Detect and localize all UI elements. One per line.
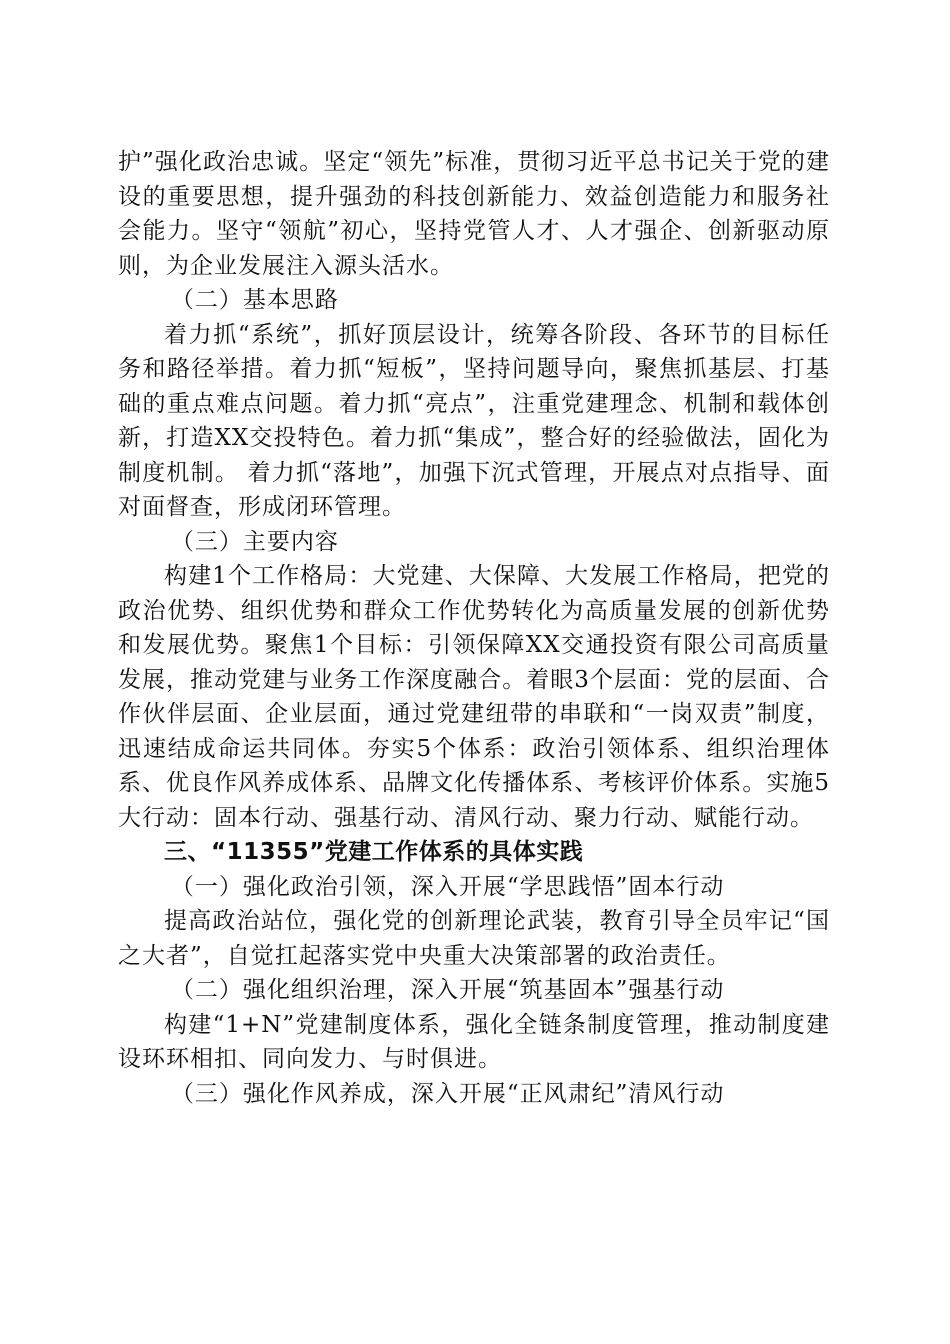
paragraph-main-content: 构建1个工作格局：大党建、大保障、大发展工作格局，把党的政治优势、组织优势和群众工作优势转化为高质量发展的创新优势和发展优势。聚焦1个目标：引领保障XX交通投资有限公司高质量发展，推动党建与业务工作深度融合。着眼3个层面：党的层面、合作伙伴层面、企业层面，通过党建纽带的串联和“一岗双责”制度，迅速结成命运共同体。夯实5个体系：政治引领体系、组织治理体系、优良作风养成体系、品牌文化传播体系、考核评价体系。实施5大行动：固本行动、强基行动、清风行动、聚力行动、赋能行动。 (118, 563, 830, 831)
subheading-basic-approach: （二）基本思路 (170, 287, 339, 313)
subheading-organizational-governance: （二）强化组织治理，深入开展“筑基固本”强基行动 (170, 977, 725, 1003)
section-heading-practice: 三、“11355”党建工作体系的具体实践 (164, 839, 584, 865)
paragraph-organizational-governance: 构建“1+N”党建制度体系，强化全链条制度管理，推动制度建设环环相扣、同向发力、与时俱进。 (118, 1011, 830, 1072)
subheading-main-content: （三）主要内容 (170, 528, 339, 555)
paragraph-political-leadership: 提高政治站位，强化党的创新理论武装，教育引导全员牢记“国之大者”，自觉扛起落实党中央重大决策部署的政治责任。 (118, 908, 830, 969)
subheading-work-style: （三）强化作风养成，深入开展“正风肃纪”清风行动 (170, 1080, 725, 1107)
paragraph-continued: 护”强化政治忠诚。坚定“领先”标准，贯彻习近平总书记关于党的建设的重要思想，提升强劲的科技创新能力、效益创造能力和服务社会能力。坚守“领航”初心，坚持党管人才、人才强企、创新驱动原则，为企业发展注入源头活水。 (118, 149, 830, 279)
paragraph-basic-approach: 着力抓“系统”，抓好顶层设计，统筹各阶段、各环节的目标任务和路径举措。着力抓“短板”，坚持问题导向，聚焦抓基层、打基础的重点难点问题。着力抓“亮点”，注重党建理念、机制和载体创新，打造XX交投特色。着力抓“集成”，整合好的经验做法，固化为制度机制。 着力抓“落地”，加强下沉式管理，开展点对点指导、面对面督查，形成闭环管理。 (118, 321, 830, 520)
subheading-political-leadership: （一）强化政治引领，深入开展“学思践悟”固本行动 (170, 873, 725, 900)
document-body (118, 145, 830, 1111)
